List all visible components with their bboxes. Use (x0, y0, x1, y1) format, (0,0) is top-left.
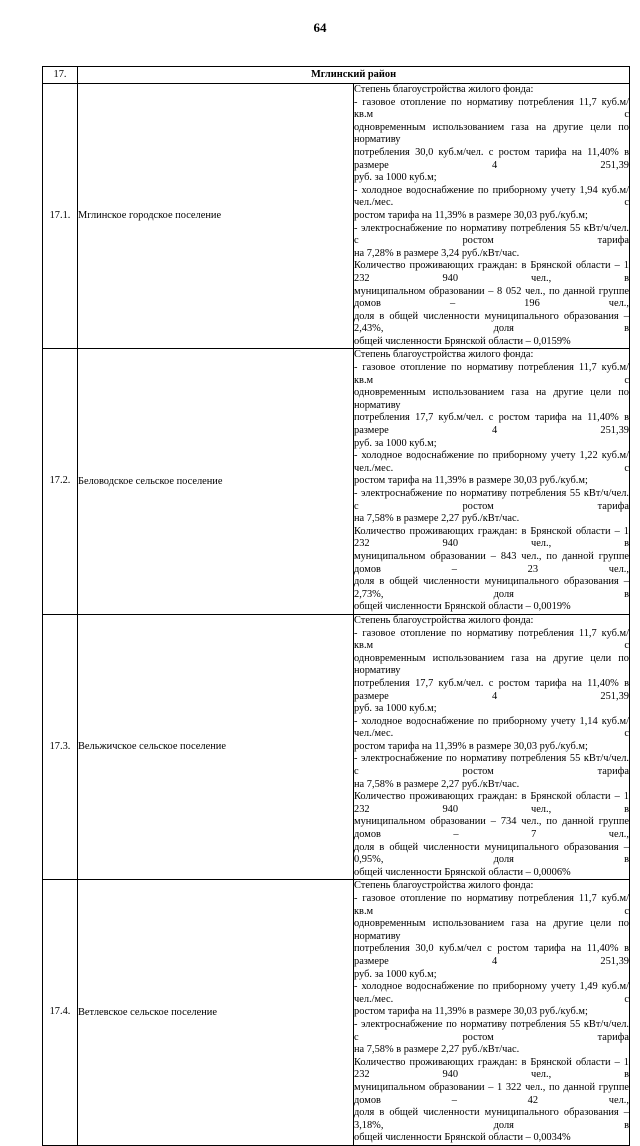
description-line: руб. за 1000 куб.м; (354, 437, 437, 449)
description-line: одновременным использованием газа на другие цели по нормативу (354, 387, 629, 411)
table-row (43, 84, 630, 349)
description-line: ростом тарифа на 11,39% в размере 30,03 руб./куб.м; (354, 1006, 588, 1018)
description-line: муниципальном образовании – 8 052 чел., по данной группе домов – 196 чел., (354, 285, 629, 310)
description-line: - газовое отопление по нормативу потребления 11,7 куб.м/кв.м с (354, 627, 629, 652)
settlement-description (354, 880, 630, 1145)
description-line: - газовое отопление по нормативу потребления 11,7 куб.м/кв.м с (354, 96, 629, 121)
description-line: общей численности Брянской области – 0,0006% (354, 866, 571, 878)
description-line: потребления 17,7 куб.м/чел. с ростом тарифа на 11,40% в размере 4 251,39 (354, 677, 629, 702)
description-line: одновременным использованием газа на другие цели по нормативу (354, 652, 629, 677)
settlement-description (354, 84, 630, 349)
description-line: на 7,28% в размере 3,24 руб./кВт/час. (354, 247, 520, 259)
description-line: Количество проживающих граждан: в Брянской области – 1 232 940 чел., в (354, 525, 629, 550)
description-line: потребления 17,7 куб.м/чел. с ростом тарифа на 11,40% в размере 4 251,39 (354, 412, 629, 437)
description-line: на 7,58% в размере 2,27 руб./кВт/час. (354, 513, 520, 525)
description-line: Количество проживающих граждан: в Брянской области – 1 232 940 чел., в (354, 260, 629, 284)
description-line: Степень благоустройства жилого фонда: (354, 349, 534, 361)
region-header-row (43, 67, 630, 84)
description-line: ростом тарифа на 11,39% в размере 30,03 руб./куб.м; (354, 740, 588, 752)
row-number: 17.2. (43, 349, 78, 614)
description-line: Степень благоустройства жилого фонда: (354, 84, 534, 95)
description-line: Степень благоустройства жилого фонда: (354, 614, 534, 626)
description-line: - холодное водоснабжение по приборному учету 1,14 куб.м/чел./мес. с (354, 715, 629, 740)
description-line: общей численности Брянской области – 0,0034% (354, 1132, 571, 1144)
description-line: одновременным использованием газа на другие цели по нормативу (354, 918, 629, 942)
description-line: доля в общей численности муниципального образования – 2,73%, доля в (354, 576, 629, 600)
description-line: Количество проживающих граждан: в Брянской области – 1 232 940 чел., в (354, 1056, 629, 1081)
table-row (43, 880, 630, 1145)
description-line: общей численности Брянской области – 0,0019% (354, 601, 571, 613)
description-line: - электроснабжение по нормативу потребления 55 кВт/ч/чел. с ростом тарифа (354, 1018, 629, 1043)
table-row (43, 614, 630, 879)
description-line: Количество проживающих граждан: в Брянской области – 1 232 940 чел., в (354, 791, 629, 815)
description-line: доля в общей численности муниципального образования – 2,43%, доля в (354, 310, 629, 335)
settlement-name: Беловодское сельское поселение (78, 349, 354, 614)
row-number: 17.4. (43, 880, 78, 1145)
description-line: одновременным использованием газа на другие цели по нормативу (354, 121, 629, 146)
page-number: 64 (313, 20, 327, 35)
description-line: - холодное водоснабжение по приборному учету 1,22 куб.м/чел./мес. с (354, 450, 629, 474)
description-line: руб. за 1000 куб.м; (354, 172, 437, 184)
description-line: общей численности Брянской области – 0,0159% (354, 335, 571, 347)
row-number: 17.3. (43, 614, 78, 879)
description-line: - электроснабжение по нормативу потребления 55 кВт/ч/чел. с ростом тарифа (354, 488, 629, 512)
description-line: руб. за 1000 куб.м; (354, 703, 437, 715)
description-line: муниципальном образовании – 1 322 чел., по данной группе домов – 42 чел., (354, 1081, 629, 1106)
description-line: доля в общей численности муниципального образования – 3,18%, доля в (354, 1107, 629, 1131)
settlement-description (354, 349, 630, 614)
region-number: 17. (43, 67, 78, 84)
description-line: муниципальном образовании – 843 чел., по данной группе домов – 23 чел., (354, 550, 629, 575)
description-line: - электроснабжение по нормативу потребления 55 кВт/ч/чел. с ростом тарифа (354, 222, 629, 247)
settlement-name: Мглинское городское поселение (78, 84, 354, 349)
description-line: на 7,58% в размере 2,27 руб./кВт/час. (354, 1044, 520, 1056)
description-line: муниципальном образовании – 734 чел., по данной группе домов – 7 чел., (354, 816, 629, 841)
description-line: потребления 30,0 куб.м/чел. с ростом тарифа на 11,40% в размере 4 251,39 (354, 146, 629, 171)
description-line: ростом тарифа на 11,39% в размере 30,03 руб./куб.м; (354, 209, 588, 221)
settlement-name: Вельжичское сельское поселение (78, 614, 354, 879)
description-line: ростом тарифа на 11,39% в размере 30,03 руб./куб.м; (354, 475, 588, 487)
description-line: доля в общей численности муниципального образования – 0,95%, доля в (354, 841, 629, 866)
description-line: - газовое отопление по нормативу потребления 11,7 куб.м/кв.м с (354, 893, 629, 917)
description-line: руб. за 1000 куб.м; (354, 968, 437, 980)
description-line: потребления 30,0 куб.м/чел с ростом тарифа на 11,40% в размере 4 251,39 (354, 943, 629, 967)
description-line: на 7,58% в размере 2,27 руб./кВт/час. (354, 778, 520, 790)
table-row (43, 349, 630, 614)
description-line: Степень благоустройства жилого фонда: (354, 880, 534, 892)
description-line: - холодное водоснабжение по приборному учету 1,94 куб.м/чел./мес. с (354, 184, 629, 209)
row-number: 17.1. (43, 84, 78, 349)
description-line: - электроснабжение по нормативу потребления 55 кВт/ч/чел. с ростом тарифа (354, 753, 629, 778)
settlements-table (42, 66, 630, 1146)
description-line: - холодное водоснабжение по приборному учету 1,49 куб.м/чел./мес. с (354, 981, 629, 1005)
description-line: - газовое отопление по нормативу потребления 11,7 куб.м/кв.м с (354, 362, 629, 386)
region-title: Мглинский район (78, 67, 630, 84)
settlement-description (354, 614, 630, 879)
settlement-name: Ветлевское сельское поселение (78, 880, 354, 1145)
